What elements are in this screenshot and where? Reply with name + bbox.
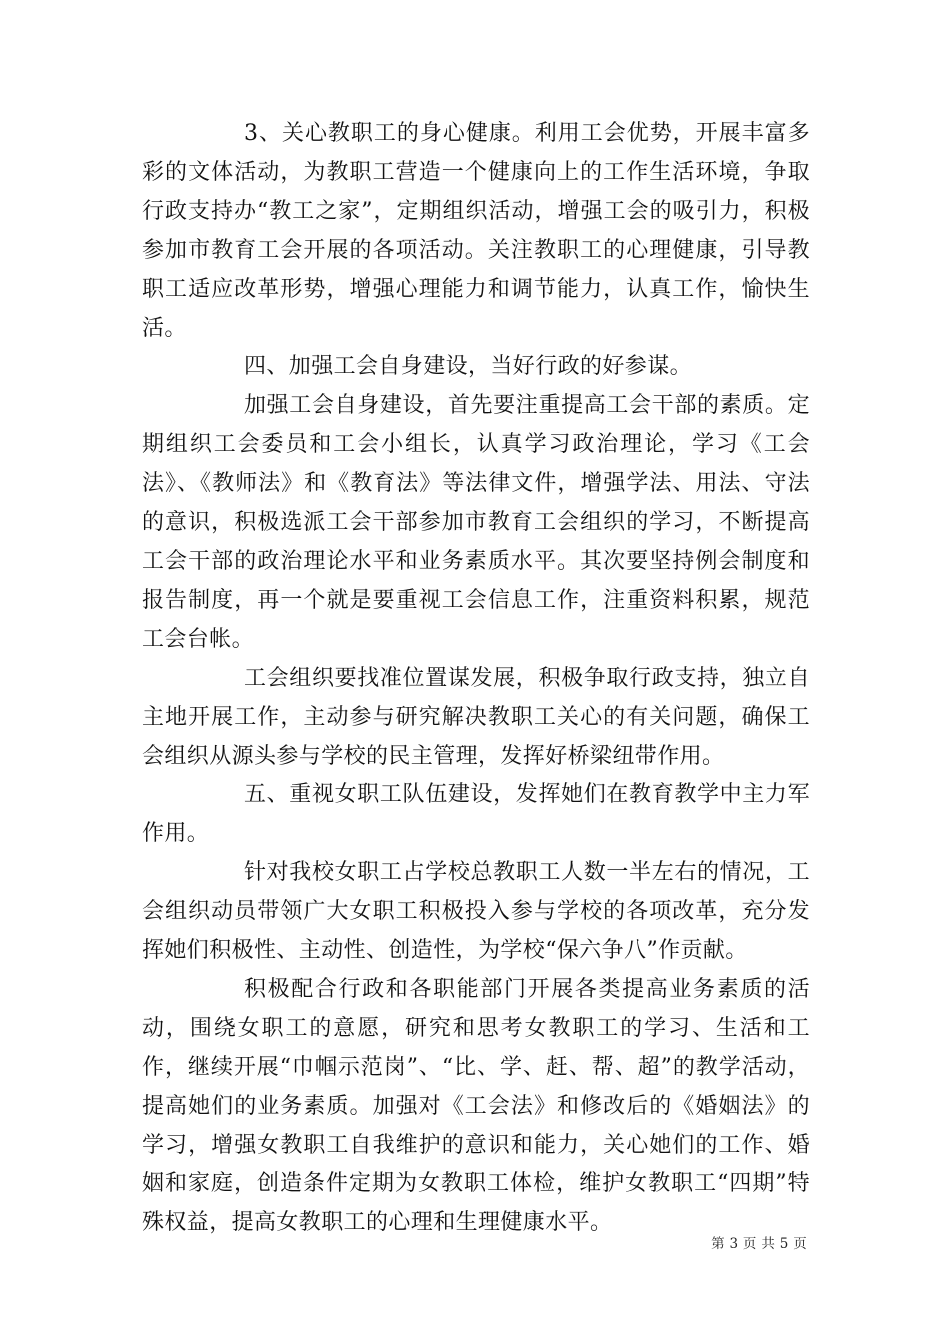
paragraph-female-staff-role: 针对我校女职工占学校总教职工人数一半左右的情况，工会组织动员带领广大女职工积极投入参与学校的各项改革，充分发挥她们积极性、主动性、创造性，为学校“保六争八”作贡献。 — [142, 860, 810, 964]
section-heading-4: 四、加强工会自身建设，当好行政的好参谋。 — [244, 354, 693, 380]
document-body — [142, 115, 810, 1243]
paragraph-care-staff-health: 3、关心教职工的身心健康。利用工会优势，开展丰富多彩的文体活动，为教职工营造一个健康向上的工作生活环境，争取行政支持办“教工之家”，定期组织活动，增强工会的吸引力，积极参加市教育工会开展的各项活动。关注教职工的心理健康，引导教职工适应改革形势，增强心理能力和调节能力，认真工作，愉快生活。 — [142, 121, 810, 341]
page-number-footer: 第 3 页 共 5 页 — [711, 1236, 807, 1252]
section-heading-5: 五、重视女职工队伍建设，发挥她们在教育教学中主力军作用。 — [142, 782, 810, 847]
paragraph-union-self-building: 加强工会自身建设，首先要注重提高工会干部的素质。定期组织工会委员和工会小组长，认真学习政治理论，学习《工会法》、《教师法》和《教育法》等法律文件，增强学法、用法、守法的意识，积极选派工会干部参加市教育工会组织的学习，不断提高工会干部的政治理论水平和业务素质水平。其次要坚持例会制度和报告制度，再一个就是要重视工会信息工作，注重资料积累，规范工会台帐。 — [142, 393, 810, 652]
paragraph-female-staff-activities: 积极配合行政和各职能部门开展各类提高业务素质的活动，围绕女职工的意愿，研究和思考女教职工的学习、生活和工作，继续开展“巾帼示范岗”、“比、学、赶、帮、超”的教学活动，提高她们的业务素质。加强对《工会法》和修改后的《婚姻法》的学习，增强女教职工自我维护的意识和能力，关心她们的工作、婚姻和家庭，创造条件定期为女教职工体检，维护女教职工“四期”特殊权益，提高女教职工的心理和生理健康水平。 — [142, 976, 810, 1236]
paragraph-union-positioning: 工会组织要找准位置谋发展，积极争取行政支持，独立自主地开展工作，主动参与研究解决教职工关心的有关问题，确保工会组织从源头参与学校的民主管理，发挥好桥梁纽带作用。 — [142, 665, 810, 769]
